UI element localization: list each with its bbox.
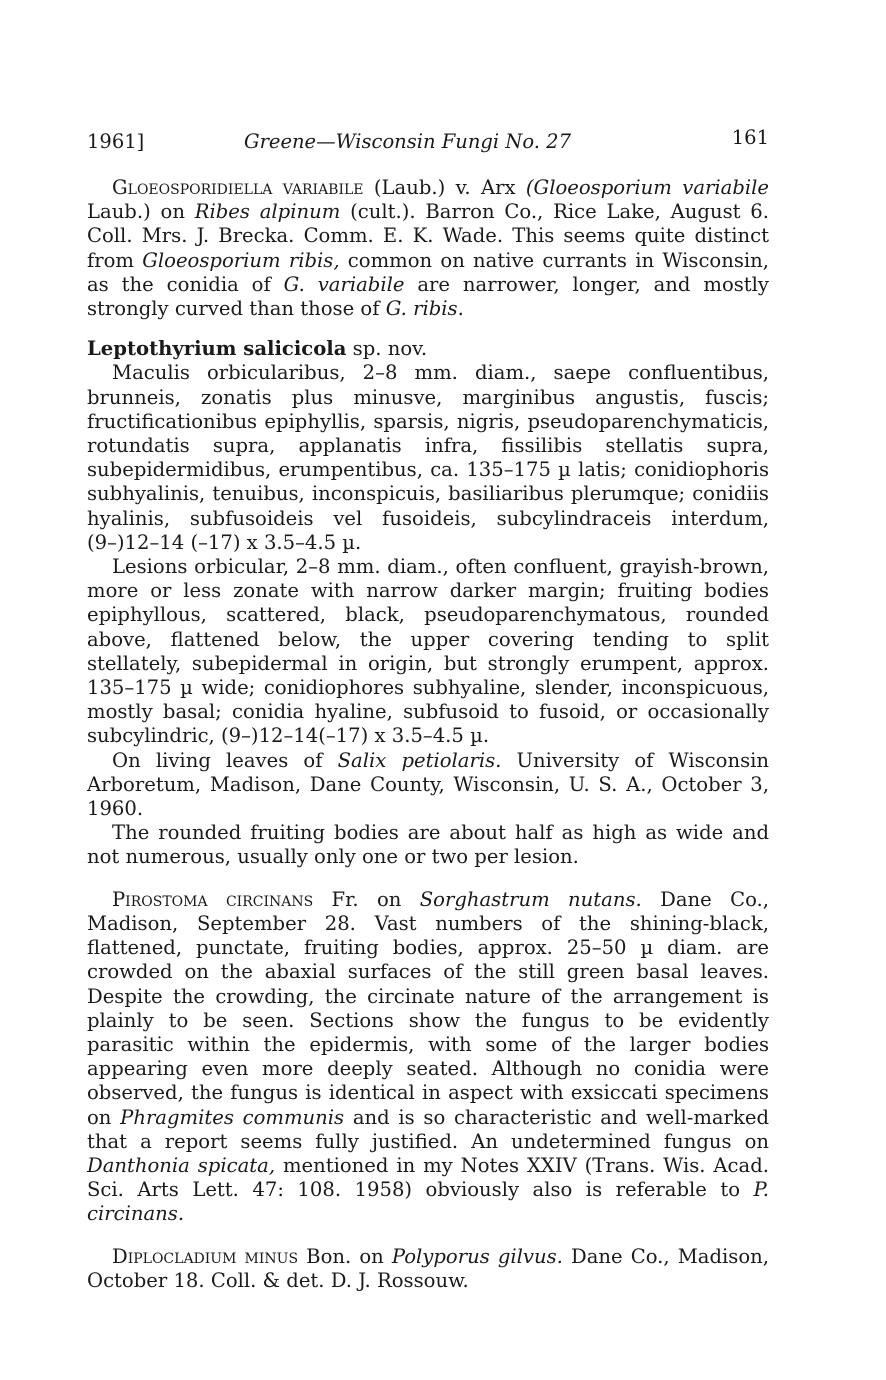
- entry-leptothyrium-heading: [87, 337, 769, 361]
- entry-gloeosporidiella: Gloeosporidiella variabile (Laub.) v. Arx (Gloeosporium variabile Laub.) on Ribes alpinum (cult.). Barron Co., Rice Lake, August 6. Coll. Mrs. J. Brecka. Comm. E. K. Wade. This seems quite distinct from Gloeosporium ribis, common on native currants in Wisconsin, as the conidia of G. variabile are narrower, longer, and mostly strongly curved than those of G. ribis.: [87, 176, 770, 321]
- taxon-status: sp. nov.: [346, 337, 428, 361]
- host-name: Polyporus gilvus.: [391, 1244, 563, 1268]
- english-description: Lesions orbicular, 2–8 mm. diam., often confluent, grayish-brown, more or less zonate with narrow darker margin; fruiting bodies epiphyllous, scattered, black, pseudoparenchymatous, rounded above, flattened below, the upper covering tending to split stellately, subepidermal in origin, but strongly erumpent, approx. 135–175 µ wide; conidiophores subhyaline, slender, inconspicuous, mostly basal; conidia hyaline, subfusoid to fusoid, or occasionally subcylindric, (9–)12–14(–17) x 3.5–4.5 µ.: [87, 555, 769, 748]
- species-name: Diplocladium minus: [112, 1244, 299, 1268]
- latin-description: Maculis orbicularibus, 2–8 mm. diam., saepe confluentibus, brunneis, zonatis plus minusve, marginibus angustis, fuscis; fructificationibus epiphyllis, sparsis, nigris, pseudoparenchymaticis, rotundatis supra, applanatis infra, fissilibis stellatis supra, subepidermidibus, erumpentibus, ca. 135–175 µ latis; conidiophoris subhyalinis, tenuibus, inconspicuis, basiliaribus plerumque; conidiis hyalinis, subfusoideis vel fusoideis, subcylindraceis interdum, (9–)12–14 (–17) x 3.5–4.5 µ.: [87, 361, 769, 554]
- journal-year: 1961]: [87, 130, 145, 153]
- habitat: On living leaves of Salix petiolaris. University of Wisconsin Arboretum, Madison, Dane County, Wisconsin, U. S. A., October 3, 1960.: [87, 748, 770, 821]
- note: The rounded fruiting bodies are about half as high as wide and not numerous, usually only one or two per lesion.: [87, 821, 769, 869]
- page-number: 161: [731, 126, 769, 149]
- entry-pirostoma: Pirostoma circinans Fr. on Sorghastrum nutans. Dane Co., Madison, September 28. Vast numbers of the shining-black, flattened, punctate, fruiting bodies, approx. 25–50 µ diam. are crowded on the abaxial surfaces of the still green basal leaves. Despite the crowding, the circinate nature of the arrangement is plainly to be seen. Sections show the fungus to be evidently parasitic within the epidermis, with some of the larger bodies appearing even more deeply seated. Although no conidia were observed, the fungus is identical in aspect with exsiccati specimens on Phragmites communis and is so characteristic and well-marked that a report seems fully justified. An undetermined fungus on Danthonia spicata, mentioned in my Notes XXIV (Trans. Wis. Acad. Sci. Arts Lett. 47: 108. 1958) obviously also is referable to P. circinans.: [87, 887, 769, 1226]
- running-title: Greene—Wisconsin Fungi No. 27: [244, 130, 571, 153]
- page: [87, 124, 769, 1293]
- host-name: Sorghastrum nutans.: [419, 887, 642, 911]
- running-head: [87, 124, 769, 158]
- compare-species: Gloeosporium ribis,: [142, 248, 340, 272]
- host-name: Salix petiolaris.: [337, 748, 502, 772]
- synonym: (Gloeosporium variabile: [525, 176, 769, 199]
- species-name: Leptothyrium salicicola: [87, 337, 347, 361]
- species-name: Gloeosporidiella variabile: [112, 176, 364, 199]
- entry-diplocladium: Diplocladium minus Bon. on Polyporus gilvus. Dane Co., Madison, October 18. Coll. & det. D. J. Rossouw.: [87, 1244, 769, 1292]
- host-name: Ribes alpinum: [194, 200, 341, 224]
- species-name: Pirostoma circinans: [112, 887, 314, 911]
